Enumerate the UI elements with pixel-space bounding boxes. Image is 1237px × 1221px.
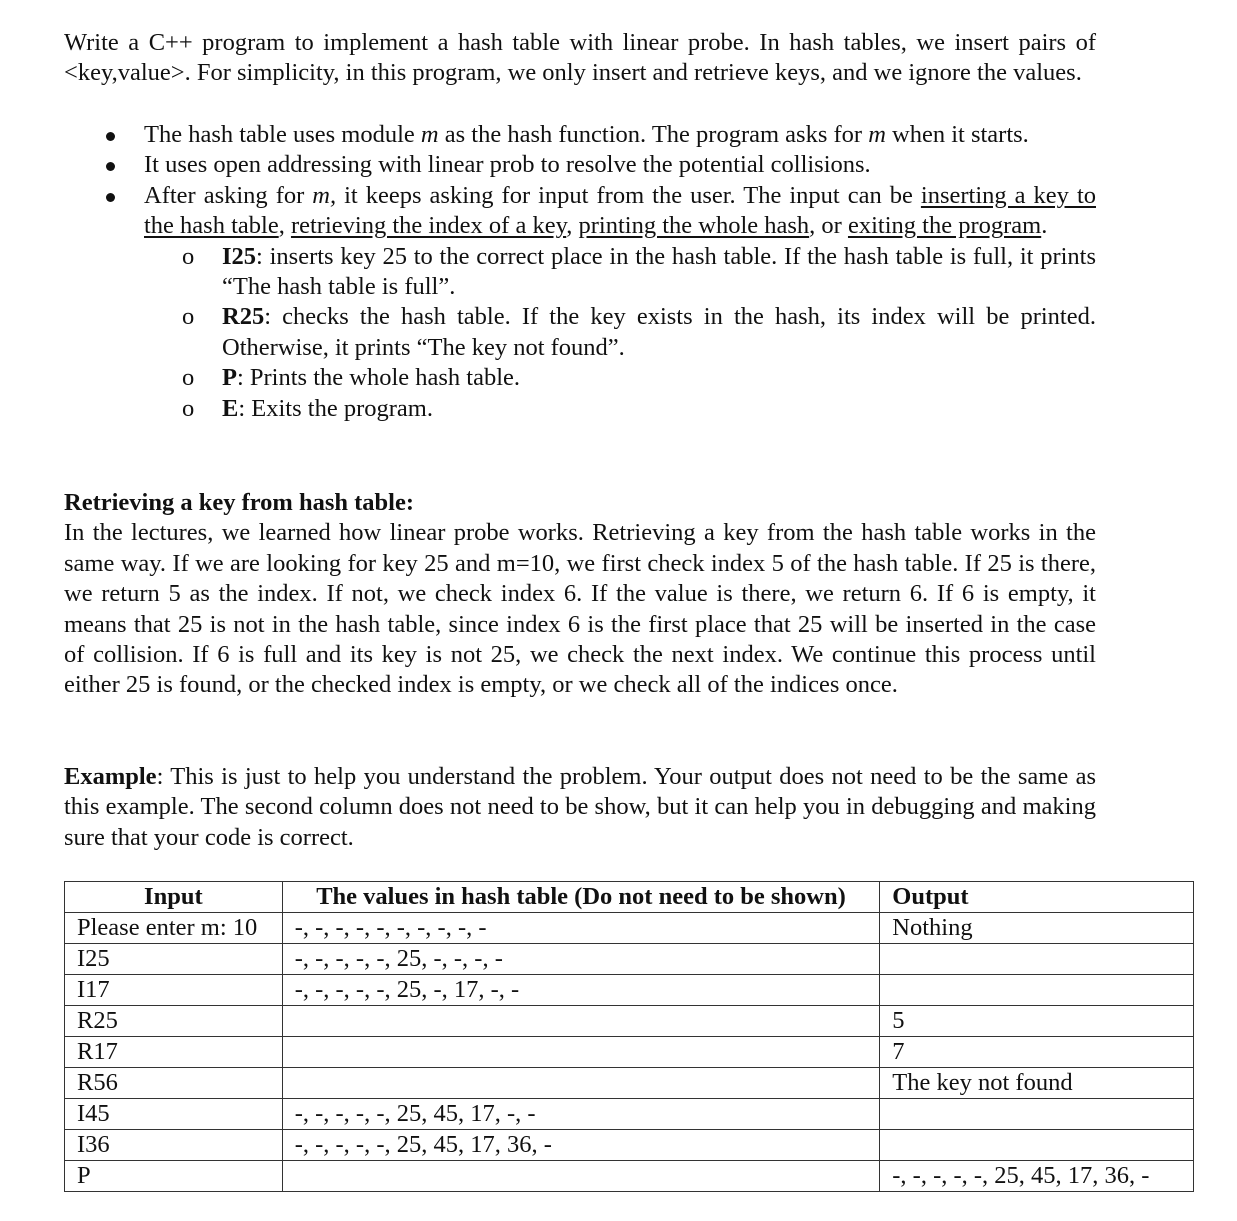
retrieving-section <box>64 488 1096 701</box>
bullet-dot-icon <box>106 162 115 171</box>
header-output: Output <box>880 882 1194 913</box>
circle-bullet-icon: o <box>182 364 195 392</box>
bullet-item-input-loop: After asking for m, it keeps asking for input from the user. The input can be inserting a key to the hash table, retrieving the index of a key, printing the whole hash, or exiting the program. <box>64 181 1096 242</box>
example-paragraph <box>64 762 1096 853</box>
header-input: Input <box>65 882 283 913</box>
bullet-item-hash-function: The hash table uses module m as the hash function. The program asks for m when it starts. <box>64 120 1096 150</box>
bullet-item-open-addressing: It uses open addressing with linear prob to resolve the potential collisions. <box>64 150 1096 180</box>
sub-item-exit: o E: Exits the program. <box>64 394 1096 424</box>
example-label: Example <box>64 763 157 790</box>
circle-bullet-icon: o <box>182 394 195 422</box>
sub-item-retrieve: o R25: checks the hash table. If the key exists in the hash, its index will be printed. Otherwise, it prints “The key not found”. <box>182 303 1096 361</box>
section-heading: Retrieving a key from hash table: <box>64 489 414 516</box>
circle-bullet-icon: o <box>182 242 195 270</box>
table-row: Please enter m: 10 -, -, -, -, -, -, -, -, -, - Nothing <box>65 913 1194 944</box>
circle-bullet-icon: o <box>182 303 195 331</box>
table-row: R25 5 <box>65 1006 1194 1037</box>
sub-item-insert: o I25: inserts key 25 to the correct place in the hash table. If the hash table is full, it prints “The hash table is full”. <box>182 242 1096 301</box>
underlined-print: printing the whole hash <box>578 212 810 240</box>
table-row: I45 -, -, -, -, -, 25, 45, 17, -, - <box>65 1099 1194 1130</box>
requirements-list <box>64 120 1096 424</box>
table-row: R56 The key not found <box>65 1068 1194 1099</box>
header-hash-values: The values in hash table (Do not need to be shown) <box>282 882 880 913</box>
example-table <box>64 881 1194 1192</box>
table-row: I25 -, -, -, -, -, 25, -, -, -, - <box>65 944 1194 975</box>
underlined-retrieve: retrieving the index of a key <box>290 212 567 240</box>
underlined-exit: exiting the program <box>847 212 1042 240</box>
table-row: R17 7 <box>65 1037 1194 1068</box>
intro-text: Write a C++ program to implement a hash table with linear probe. In hash tables, we insert pairs of <key,value>. For simplicity, in this program, we only insert and retrieve keys, and we ignore the values. <box>64 29 1096 87</box>
intro-paragraph <box>64 28 1096 89</box>
table-header-row <box>65 882 1194 913</box>
table-row: I17 -, -, -, -, -, 25, -, 17, -, - <box>65 975 1194 1006</box>
example-text: : This is just to help you understand the problem. Your output does not need to be the same as this example. The second column does not need to be show, but it can help you in debugging and making sure that your code is correct. <box>64 763 1096 851</box>
bullet-dot-icon <box>106 132 115 141</box>
sub-item-print: o P: Prints the whole hash table. <box>64 363 1096 393</box>
table-row: P -, -, -, -, -, 25, 45, 17, 36, - <box>65 1161 1194 1192</box>
bullet-dot-icon <box>106 193 115 202</box>
underlined-insert: inserting a key to the hash table <box>144 181 1096 240</box>
table-row: I36 -, -, -, -, -, 25, 45, 17, 36, - <box>65 1130 1194 1161</box>
retrieving-text: In the lectures, we learned how linear probe works. Retrieving a key from the hash table works in the same way. If we are looking for key 25 and m=10, we first check index 5 of the hash table. If 25 is there, we return 5 as the index. If not, we check index 6. If the value is there, we return 6. If 6 is empty, it means that 25 is not in the hash table, since index 6 is the first place that 25 will be inserted in the case of collision. If 6 is full and its key is not 25, we check the next index. We continue this process until either 25 is found, or the checked index is empty, or we check all of the indices once. <box>64 519 1096 699</box>
